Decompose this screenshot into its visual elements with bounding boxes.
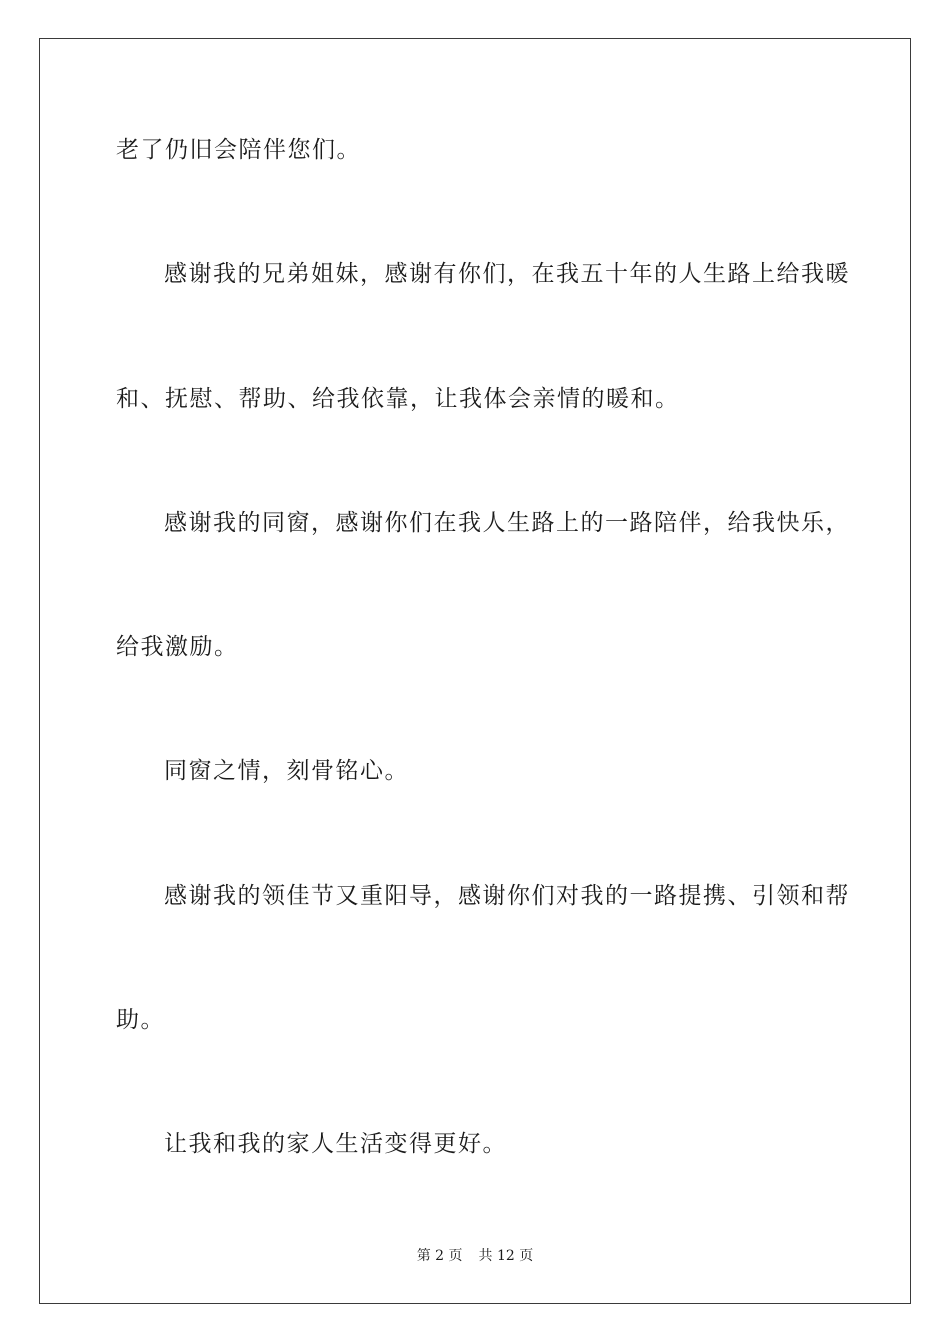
paragraph-line: 同窗之情，刻骨铭心。 bbox=[164, 758, 409, 784]
paragraph-line: 和、抚慰、帮助、给我依靠，让我体会亲情的暖和。 bbox=[116, 386, 680, 412]
paragraph-line: 感谢我的领佳节又重阳导，感谢你们对我的一路提携、引领和帮 bbox=[164, 883, 850, 909]
paragraph-line: 感谢我的兄弟姐妹，感谢有你们，在我五十年的人生路上给我暖 bbox=[164, 261, 850, 287]
page-total: 共 12 页 bbox=[478, 1248, 534, 1264]
page-border bbox=[39, 38, 911, 1304]
page-footer bbox=[0, 1247, 950, 1265]
paragraph-line: 让我和我的家人生活变得更好。 bbox=[164, 1131, 507, 1157]
paragraph-line: 感谢我的同窗，感谢你们在我人生路上的一路陪伴，给我快乐， bbox=[164, 510, 850, 536]
paragraph-line: 助。 bbox=[116, 1007, 165, 1033]
paragraph-line: 给我激励。 bbox=[116, 634, 239, 660]
page-number: 第 2 页 bbox=[416, 1248, 463, 1264]
paragraph-line: 老了仍旧会陪伴您们。 bbox=[116, 137, 361, 163]
